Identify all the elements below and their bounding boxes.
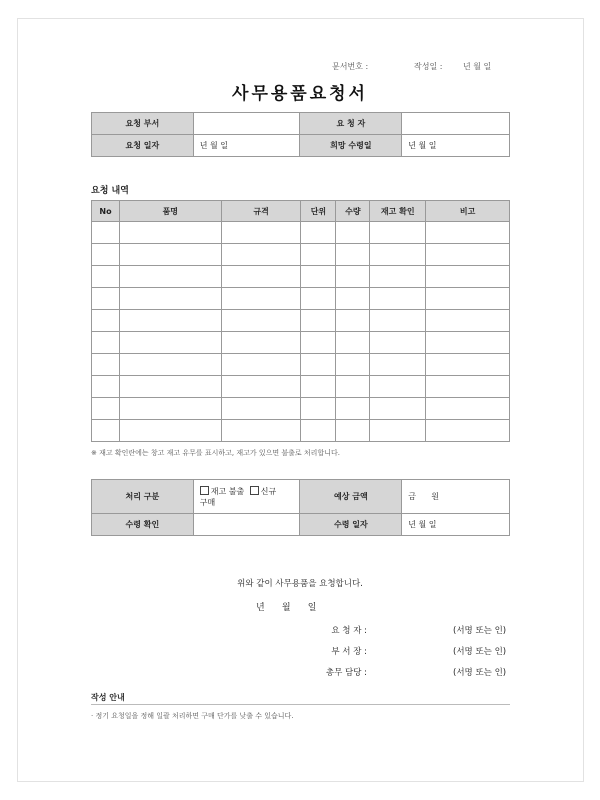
signer-admin-sign[interactable]: (서명 또는 인): [453, 668, 507, 678]
signer-requester-sign[interactable]: (서명 또는 인): [453, 626, 507, 636]
cell-no[interactable]: [92, 332, 120, 354]
receipt-confirm-field[interactable]: [193, 514, 300, 536]
cell-unit[interactable]: [301, 398, 336, 420]
signer-dept-head-sign[interactable]: (서명 또는 인): [453, 647, 507, 657]
table-row: [92, 222, 510, 244]
table-row: [92, 288, 510, 310]
col-spec: 규격: [221, 201, 301, 222]
cell-unit[interactable]: [301, 354, 336, 376]
cell-stock-check[interactable]: [370, 354, 426, 376]
dept-field[interactable]: [193, 113, 300, 135]
cell-unit[interactable]: [301, 332, 336, 354]
cell-no[interactable]: [92, 398, 120, 420]
signer-requester-label: 요 청 자 :: [331, 626, 367, 636]
cell-remarks[interactable]: [426, 420, 510, 442]
requester-label: 요 청 자: [300, 113, 402, 135]
cell-qty[interactable]: [336, 420, 370, 442]
request-date-label: 요청 일자: [92, 135, 194, 157]
cell-qty[interactable]: [336, 222, 370, 244]
process-type-options: [193, 480, 300, 514]
doc-number-label: 문서번호 :: [332, 62, 369, 71]
col-item: 품명: [119, 201, 221, 222]
cell-no[interactable]: [92, 288, 120, 310]
cell-item[interactable]: [119, 288, 221, 310]
cell-remarks[interactable]: [426, 354, 510, 376]
cell-item[interactable]: [119, 310, 221, 332]
new-purchase-label-wrap: 구매: [199, 497, 216, 507]
cell-spec[interactable]: [221, 376, 301, 398]
requester-field[interactable]: [402, 113, 510, 135]
cell-spec[interactable]: [221, 354, 301, 376]
table-row: [92, 332, 510, 354]
table-row: [92, 398, 510, 420]
receipt-date-label: 수령 일자: [300, 514, 402, 536]
cell-qty[interactable]: [336, 398, 370, 420]
process-type-label: 처리 구분: [92, 480, 194, 514]
written-date-value: 년 월 일: [463, 62, 492, 71]
guide-text: · 정기 요청일을 정해 일괄 처리하면 구매 단가를 낮출 수 있습니다.: [91, 712, 294, 720]
col-remarks: 비고: [426, 201, 510, 222]
cell-stock-check[interactable]: [370, 222, 426, 244]
cell-remarks[interactable]: [426, 332, 510, 354]
signer-dept-head-label: 부 서 장 :: [331, 647, 367, 657]
cell-item[interactable]: [119, 376, 221, 398]
table-row: [92, 376, 510, 398]
desired-date-field[interactable]: 년 월 일: [402, 135, 510, 157]
cell-no[interactable]: [92, 222, 120, 244]
table-row: [92, 266, 510, 288]
cell-item[interactable]: [119, 244, 221, 266]
guide-title: 작성 안내: [91, 693, 125, 702]
cell-qty[interactable]: [336, 266, 370, 288]
closing-statement: 위와 같이 사무용품을 요청합니다.: [237, 579, 363, 589]
cell-qty[interactable]: [336, 354, 370, 376]
cell-qty[interactable]: [336, 332, 370, 354]
cell-unit[interactable]: [301, 376, 336, 398]
cell-no[interactable]: [92, 376, 120, 398]
cell-unit[interactable]: [301, 222, 336, 244]
cell-unit[interactable]: [301, 266, 336, 288]
document-title: 사무용품요청서: [232, 84, 368, 104]
cell-no[interactable]: [92, 266, 120, 288]
new-purchase-label: 신규: [260, 486, 277, 496]
items-table: [91, 200, 510, 442]
cell-spec[interactable]: [221, 310, 301, 332]
cell-remarks[interactable]: [426, 244, 510, 266]
cell-unit[interactable]: [301, 310, 336, 332]
process-table: [91, 479, 510, 536]
col-qty: 수량: [336, 201, 370, 222]
cell-unit[interactable]: [301, 288, 336, 310]
cell-remarks[interactable]: [426, 222, 510, 244]
cell-stock-check[interactable]: [370, 288, 426, 310]
col-unit: 단위: [301, 201, 336, 222]
request-info-table: [91, 112, 510, 157]
cell-unit[interactable]: [301, 420, 336, 442]
cell-item[interactable]: [119, 332, 221, 354]
cell-item[interactable]: [119, 420, 221, 442]
cell-item[interactable]: [119, 398, 221, 420]
stock-release-checkbox[interactable]: [200, 486, 209, 495]
col-no: No: [92, 201, 120, 222]
cell-spec[interactable]: [221, 266, 301, 288]
table-row: [92, 244, 510, 266]
cell-no[interactable]: [92, 420, 120, 442]
receipt-date-field[interactable]: 년 월 일: [402, 514, 510, 536]
desired-date-label: 희망 수령일: [300, 135, 402, 157]
table-row: [92, 310, 510, 332]
cell-spec[interactable]: [221, 332, 301, 354]
cell-qty[interactable]: [336, 376, 370, 398]
cell-spec[interactable]: [221, 398, 301, 420]
cell-stock-check[interactable]: [370, 376, 426, 398]
new-purchase-checkbox[interactable]: [250, 486, 259, 495]
cell-qty[interactable]: [336, 310, 370, 332]
cell-no[interactable]: [92, 310, 120, 332]
guide-divider: [91, 704, 510, 705]
items-section-title: 요청 내역: [91, 186, 129, 196]
cell-remarks[interactable]: [426, 288, 510, 310]
signer-admin-label: 총무 담당 :: [325, 668, 367, 678]
cell-item[interactable]: [119, 266, 221, 288]
request-date-field[interactable]: 년 월 일: [193, 135, 300, 157]
col-stock-check: 재고 확인: [370, 201, 426, 222]
cell-remarks[interactable]: [426, 376, 510, 398]
estimated-amount-label: 예상 금액: [300, 480, 402, 514]
cell-stock-check[interactable]: [370, 310, 426, 332]
closing-date: 년 월 일: [256, 603, 317, 613]
cell-item[interactable]: [119, 354, 221, 376]
cell-no[interactable]: [92, 244, 120, 266]
dept-label: 요청 부서: [92, 113, 194, 135]
cell-no[interactable]: [92, 354, 120, 376]
cell-remarks[interactable]: [426, 266, 510, 288]
table-row: [92, 354, 510, 376]
cell-remarks[interactable]: [426, 398, 510, 420]
cell-stock-check[interactable]: [370, 420, 426, 442]
receipt-confirm-label: 수령 확인: [92, 514, 194, 536]
stock-release-label: 재고 불출: [210, 486, 245, 496]
cell-qty[interactable]: [336, 288, 370, 310]
cell-spec[interactable]: [221, 222, 301, 244]
cell-spec[interactable]: [221, 244, 301, 266]
written-date-label: 작성일 :: [414, 62, 443, 71]
cell-stock-check[interactable]: [370, 266, 426, 288]
cell-spec[interactable]: [221, 420, 301, 442]
cell-remarks[interactable]: [426, 310, 510, 332]
cell-spec[interactable]: [221, 288, 301, 310]
cell-qty[interactable]: [336, 244, 370, 266]
cell-stock-check[interactable]: [370, 398, 426, 420]
table-row: [92, 420, 510, 442]
cell-stock-check[interactable]: [370, 244, 426, 266]
estimated-amount-field[interactable]: 금 원: [402, 480, 510, 514]
cell-item[interactable]: [119, 222, 221, 244]
cell-stock-check[interactable]: [370, 332, 426, 354]
cell-unit[interactable]: [301, 244, 336, 266]
items-footnote: ※ 재고 확인란에는 창고 재고 유무를 표시하고, 재고가 있으면 불출로 처리합니다.: [91, 449, 340, 457]
